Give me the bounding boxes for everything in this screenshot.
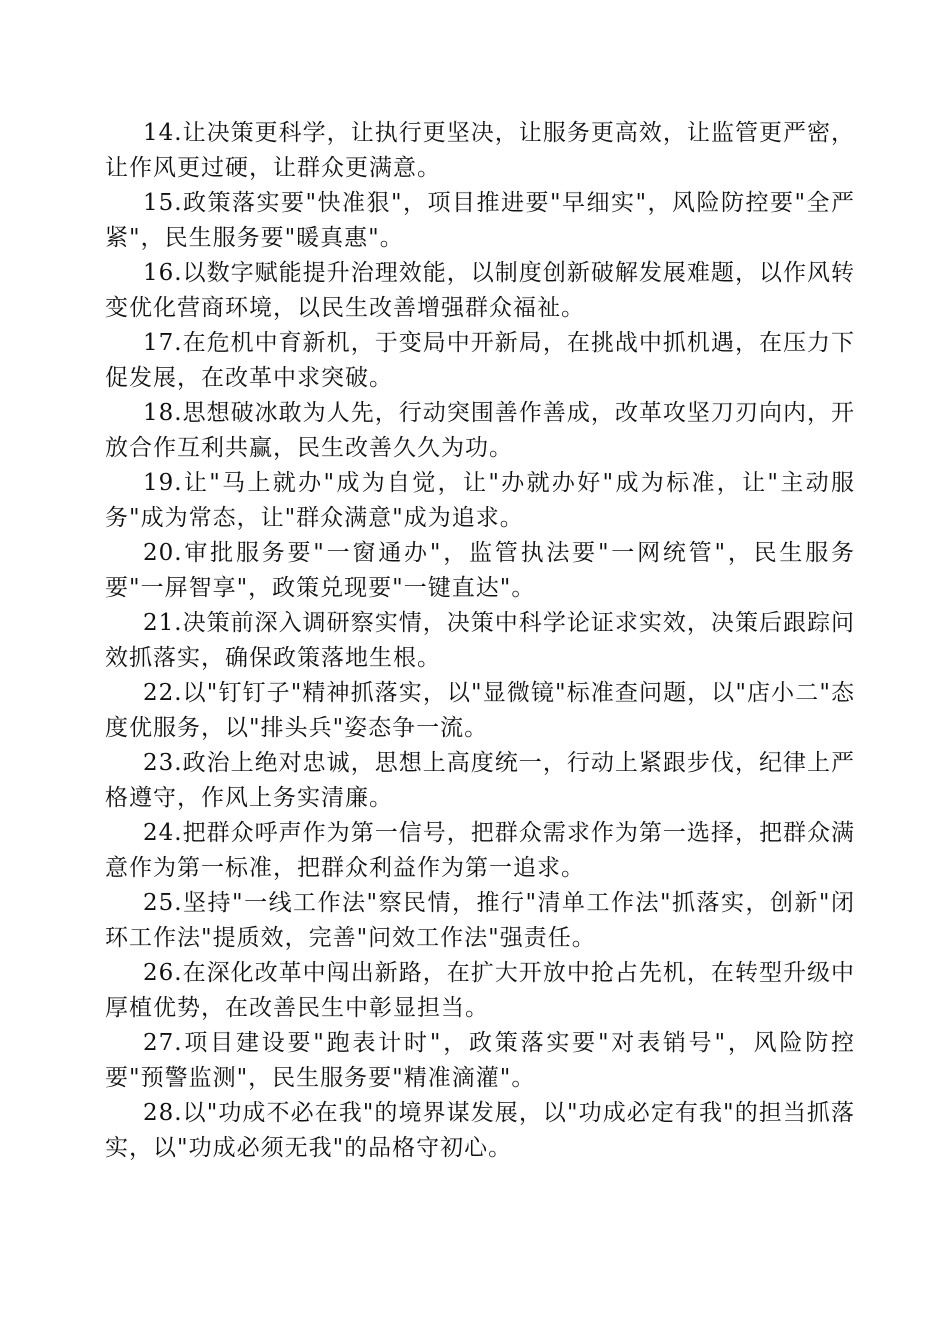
paragraph-25: 25.坚持"一线工作法"察民情，推行"清单工作法"抓落实，创新"闭环工作法"提质效，完善"问效工作法"强责任。 (105, 890, 855, 951)
paragraph-27: 27.项目建设要"跑表计时"，政策落实要"对表销号"，风险防控要"预警监测"，民生服务要"精准滴灌"。 (105, 1030, 855, 1091)
paragraph-26: 26.在深化改革中闯出新路，在扩大开放中抢占先机，在转型升级中厚植优势，在改善民生中彰显担当。 (105, 960, 855, 1021)
document-body (105, 116, 855, 1166)
paragraph-18: 18.思想破冰敢为人先，行动突围善作善成，改革攻坚刀刃向内，开放合作互利共赢，民生改善久久为功。 (105, 400, 855, 461)
paragraph-24: 24.把群众呼声作为第一信号，把群众需求作为第一选择，把群众满意作为第一标准，把群众利益作为第一追求。 (105, 820, 855, 881)
paragraph-21: 21.决策前深入调研察实情，决策中科学论证求实效，决策后跟踪问效抓落实，确保政策落地生根。 (105, 610, 855, 671)
paragraph-28: 28.以"功成不必在我"的境界谋发展，以"功成必定有我"的担当抓落实，以"功成必须无我"的品格守初心。 (105, 1100, 855, 1161)
paragraph-20: 20.审批服务要"一窗通办"，监管执法要"一网统管"，民生服务要"一屏智享"，政策兑现要"一键直达"。 (105, 540, 855, 601)
paragraph-17: 17.在危机中育新机，于变局中开新局，在挑战中抓机遇，在压力下促发展，在改革中求突破。 (105, 330, 855, 391)
paragraph-23: 23.政治上绝对忠诚，思想上高度统一，行动上紧跟步伐，纪律上严格遵守，作风上务实清廉。 (105, 750, 855, 811)
paragraph-15: 15.政策落实要"快准狠"，项目推进要"早细实"，风险防控要"全严紧"，民生服务要"暖真惠"。 (105, 190, 855, 251)
paragraph-16: 16.以数字赋能提升治理效能，以制度创新破解发展难题，以作风转变优化营商环境，以民生改善增强群众福祉。 (105, 260, 855, 321)
paragraph-14: 14.让决策更科学，让执行更坚决，让服务更高效，让监管更严密，让作风更过硬，让群众更满意。 (105, 120, 855, 181)
paragraph-22: 22.以"钉钉子"精神抓落实，以"显微镜"标准查问题，以"店小二"态度优服务，以"排头兵"姿态争一流。 (105, 680, 855, 741)
paragraph-19: 19.让"马上就办"成为自觉，让"办就办好"成为标准，让"主动服务"成为常态，让"群众满意"成为追求。 (105, 470, 855, 531)
